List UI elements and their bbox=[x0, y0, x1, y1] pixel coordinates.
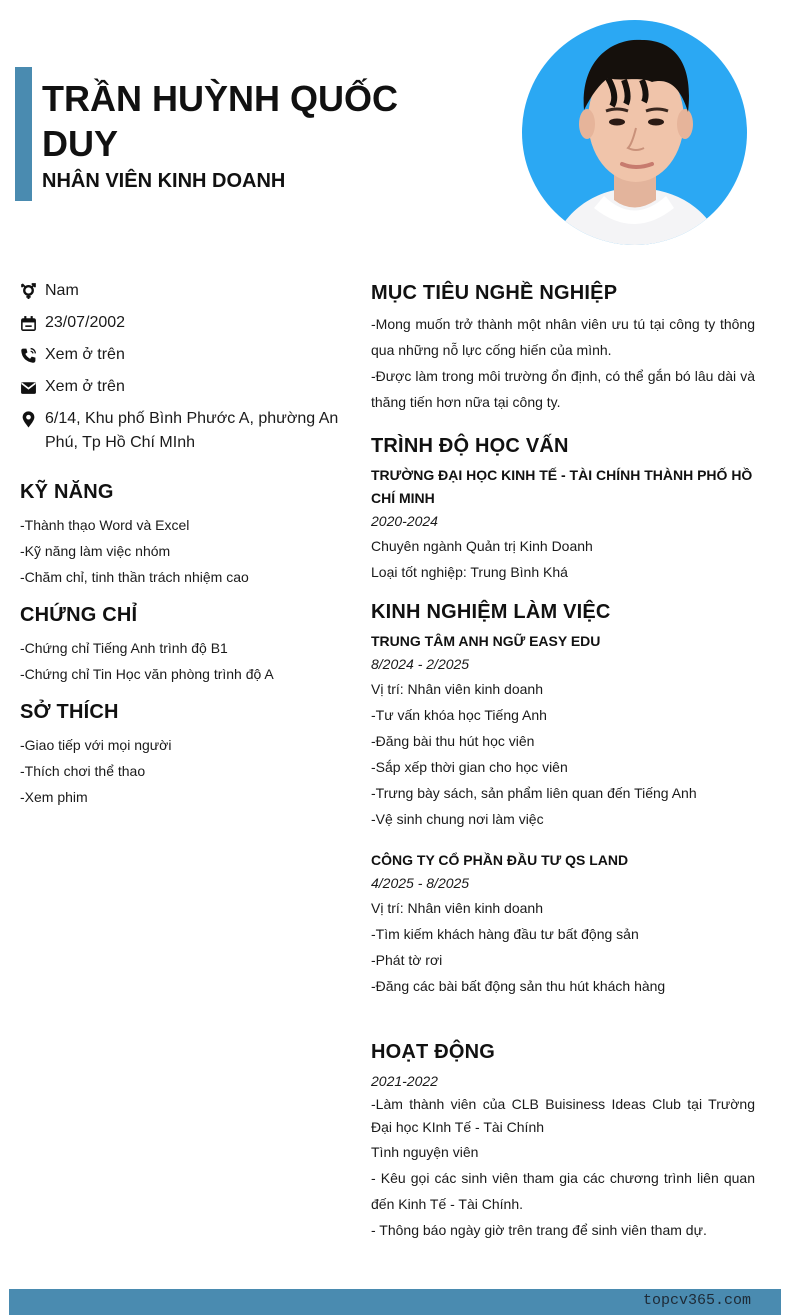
job-detail: -Vệ sinh chung nơi làm việc bbox=[371, 811, 544, 827]
hobbies-list bbox=[20, 732, 355, 810]
job-detail: -Sắp xếp thời gian cho học viên bbox=[371, 759, 568, 775]
contact-gender-text: Nam bbox=[45, 282, 79, 299]
profile-photo bbox=[522, 20, 747, 245]
job-detail: -Phát tờ rơi bbox=[371, 952, 443, 968]
job-period: 4/2025 - 8/2025 bbox=[371, 875, 470, 891]
school-name: TRƯỜNG ĐẠI HỌC KINH TẾ - TÀI CHÍNH THÀNH PHỐ HỒ CHÍ MINH bbox=[371, 467, 753, 506]
skills-heading: KỸ NĂNG bbox=[20, 481, 114, 503]
job-period: 8/2024 - 2/2025 bbox=[371, 656, 470, 672]
contact-email-text: Xem ở trên bbox=[45, 378, 125, 395]
certificate-item: -Chứng chỉ Tiếng Anh trình độ B1 bbox=[20, 640, 228, 656]
contact-address-text: 6/14, Khu phố Bình Phước A, phường An Phú, Tp Hồ Chí MInh bbox=[45, 410, 339, 451]
contact-birthday bbox=[20, 311, 355, 335]
objective-paragraph: -Mong muốn trở thành một nhân viên ưu tú tại công ty thông qua những nỗ lực cống hiến của mình. bbox=[371, 316, 755, 358]
objective-body bbox=[371, 311, 755, 415]
hobby-item: -Giao tiếp với mọi người bbox=[20, 737, 172, 753]
activity-paragraph: - Thông báo ngày giờ trên trang để sinh viên tham dự. bbox=[371, 1222, 707, 1238]
skill-item: -Thành thạo Word và Excel bbox=[20, 517, 190, 533]
contact-phone-text: Xem ở trên bbox=[45, 346, 125, 363]
job-detail: -Đăng các bài bất động sản thu hút khách hàng bbox=[371, 978, 666, 994]
skills-list bbox=[20, 512, 355, 590]
job-detail: Vị trí: Nhân viên kinh doanh bbox=[371, 681, 543, 697]
candidate-name: TRẦN HUỲNH QUỐC DUY bbox=[42, 78, 398, 164]
phone-icon bbox=[20, 343, 45, 367]
objective-paragraph: -Được làm trong môi trường ổn định, có thể gắn bó lâu dài và thăng tiến hơn nữa tại công ty. bbox=[371, 368, 755, 410]
experience-job bbox=[371, 630, 755, 832]
location-icon bbox=[20, 407, 45, 431]
job-detail: -Tìm kiếm khách hàng đầu tư bất động sản bbox=[371, 926, 639, 942]
gender-icon bbox=[20, 279, 45, 303]
skill-item: -Chăm chỉ, tinh thần trách nhiệm cao bbox=[20, 569, 249, 585]
hobbies-heading: SỞ THÍCH bbox=[20, 701, 119, 723]
hobby-item: -Thích chơi thể thao bbox=[20, 763, 146, 779]
contact-gender bbox=[20, 279, 355, 303]
contact-birthday-text: 23/07/2002 bbox=[45, 314, 126, 331]
contact-email bbox=[20, 375, 355, 399]
left-column bbox=[20, 279, 355, 810]
objective-heading: MỤC TIÊU NGHỀ NGHIỆP bbox=[371, 282, 618, 304]
email-icon bbox=[20, 375, 45, 399]
header-accent-bar bbox=[15, 67, 32, 201]
certificates-list bbox=[20, 635, 355, 687]
activity-paragraph: - Kêu gọi các sinh viên tham gia các chương trình liên quan đến Kinh Tế - Tài Chính. bbox=[371, 1170, 755, 1212]
profile-photo-illustration bbox=[522, 20, 747, 245]
education-detail: Chuyên ngành Quản trị Kinh Doanh bbox=[371, 538, 593, 554]
footer-watermark: topcv365.com bbox=[642, 1292, 751, 1309]
contact-phone bbox=[20, 343, 355, 367]
activity-paragraph: -Làm thành viên của CLB Buisiness Ideas Club tại Trường Đại học KInh Tế - Tài Chính bbox=[371, 1096, 755, 1135]
company-name: TRUNG TÂM ANH NGỮ EASY EDU bbox=[371, 633, 601, 649]
activities-body bbox=[371, 1070, 755, 1243]
job-detail: Vị trí: Nhân viên kinh doanh bbox=[371, 900, 543, 916]
job-detail: -Tư vấn khóa học Tiếng Anh bbox=[371, 707, 547, 723]
experience-job bbox=[371, 849, 755, 999]
education-period: 2020-2024 bbox=[371, 513, 438, 529]
education-detail: Loại tốt nghiệp: Trung Bình Khá bbox=[371, 564, 568, 580]
skill-item: -Kỹ năng làm việc nhóm bbox=[20, 543, 171, 559]
education-heading: TRÌNH ĐỘ HỌC VẤN bbox=[371, 435, 569, 457]
right-column bbox=[371, 282, 755, 1243]
company-name: CÔNG TY CỔ PHẦN ĐẦU TƯ QS LAND bbox=[371, 852, 629, 868]
education-entry bbox=[371, 464, 755, 585]
contact-address bbox=[20, 407, 355, 455]
activity-paragraph: Tình nguyện viên bbox=[371, 1144, 479, 1160]
hobby-item: -Xem phim bbox=[20, 789, 88, 805]
footer-bar bbox=[9, 1289, 781, 1315]
job-detail: -Trưng bày sách, sản phẩm liên quan đến Tiếng Anh bbox=[371, 785, 697, 801]
calendar-icon bbox=[20, 311, 45, 335]
certificate-item: -Chứng chỉ Tin Học văn phòng trình độ A bbox=[20, 666, 274, 682]
certificates-heading: CHỨNG CHỈ bbox=[20, 604, 138, 626]
job-title: NHÂN VIÊN KINH DOANH bbox=[42, 170, 286, 192]
job-detail: -Đăng bài thu hút học viên bbox=[371, 733, 535, 749]
activities-heading: HOẠT ĐỘNG bbox=[371, 1041, 496, 1063]
experience-heading: KINH NGHIỆM LÀM VIỆC bbox=[371, 601, 611, 623]
activities-period: 2021-2022 bbox=[371, 1073, 438, 1089]
